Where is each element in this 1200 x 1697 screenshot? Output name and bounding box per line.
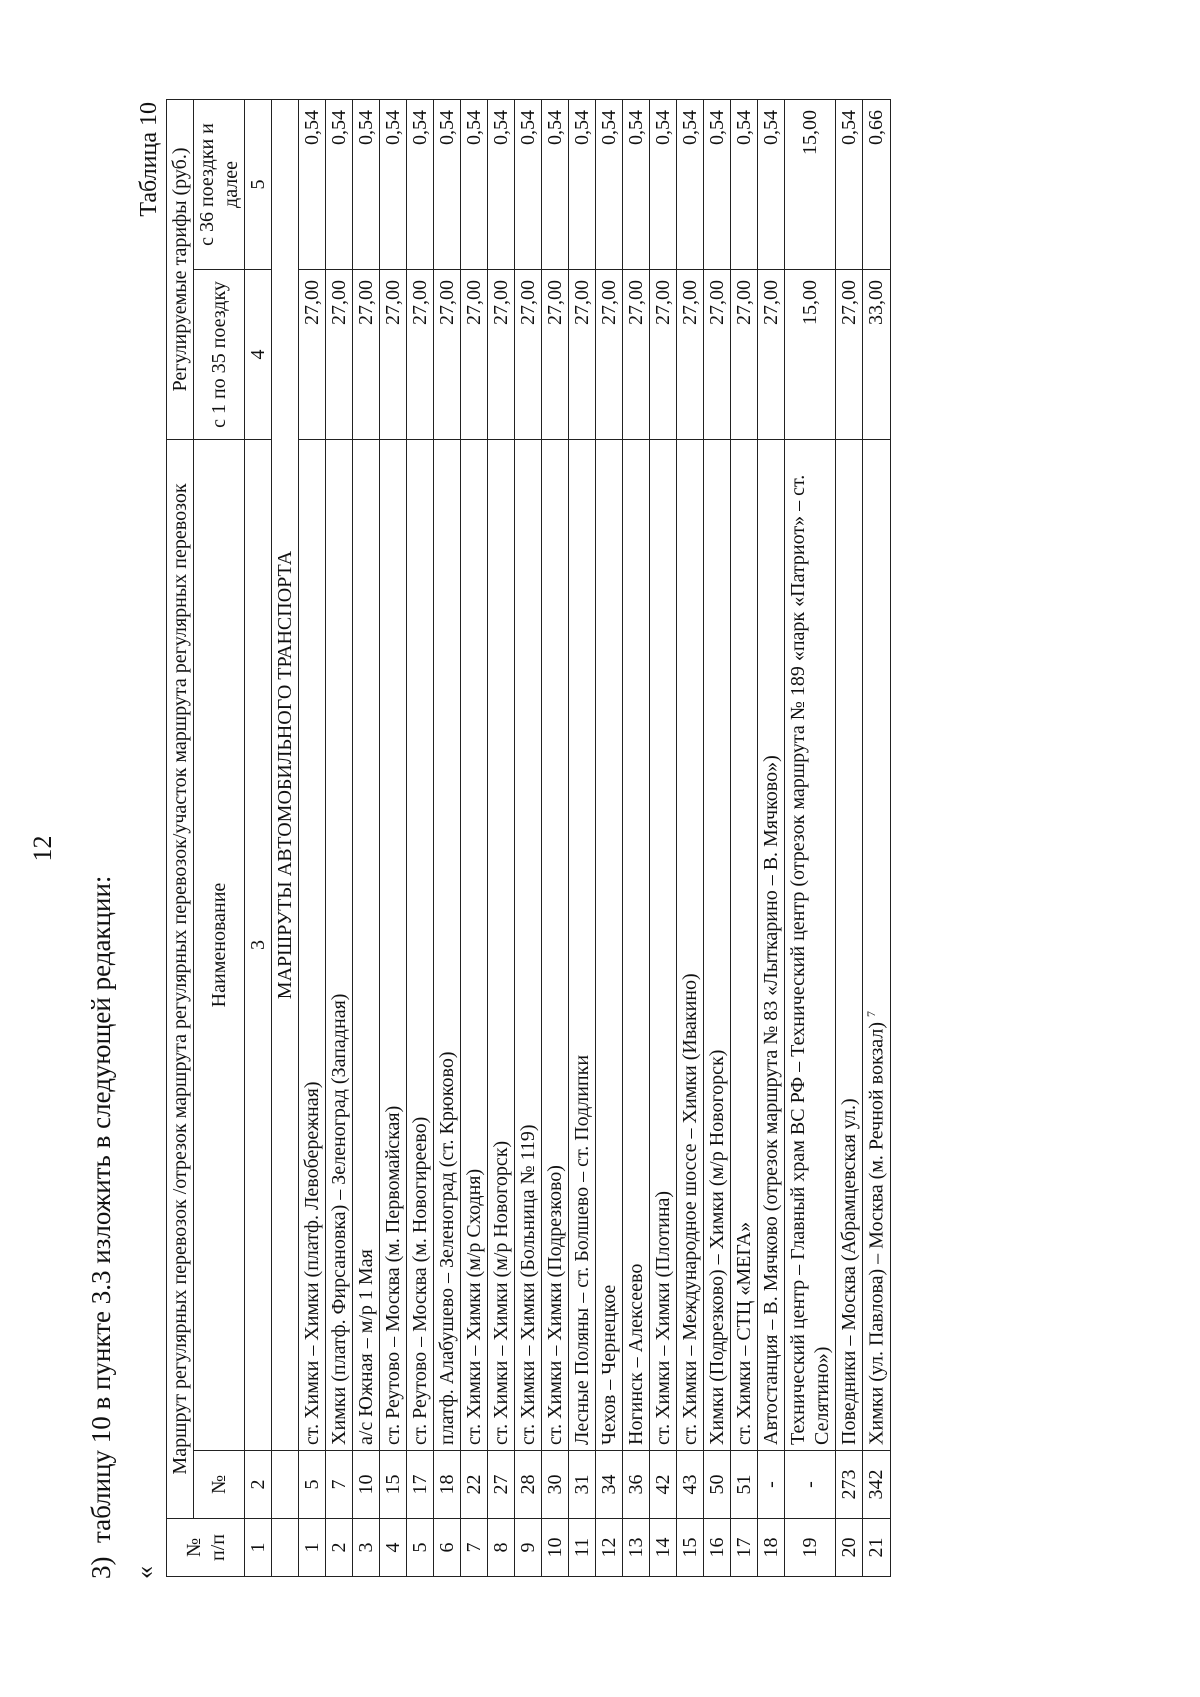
route-name: [461, 440, 488, 1451]
tariff-36: [569, 100, 596, 270]
route-number-text: 43: [679, 1474, 701, 1495]
row-number: [863, 1519, 891, 1577]
tariff-36-text: 0,54: [409, 110, 431, 145]
route-number-text: 5: [301, 1479, 323, 1490]
row-number: [569, 1519, 596, 1577]
route-name: [434, 440, 461, 1451]
tariff-1-35: [785, 270, 836, 440]
tariff-36-text: 0,54: [517, 110, 539, 145]
section-empty-cell: [272, 1451, 299, 1519]
opening-quote: «: [130, 1566, 159, 1579]
tariff-1-35: [596, 270, 623, 440]
tariff-1-35: [326, 270, 353, 440]
tariff-36-text: 0,54: [679, 110, 701, 145]
tariff-1-35: [353, 270, 380, 440]
route-number-text: 51: [733, 1474, 755, 1495]
route-number: [353, 1451, 380, 1519]
route-number-text: 17: [409, 1474, 431, 1495]
column-number: 5: [245, 100, 272, 270]
tariff-1-35-text: 27,00: [625, 280, 647, 325]
tariff-36-text: 0,54: [328, 110, 350, 145]
footnote-marker: 7: [864, 1011, 878, 1017]
route-name: [596, 440, 623, 1451]
tariff-1-35: [515, 270, 542, 440]
tariff-1-35: [650, 270, 677, 440]
tariff-1-35-text: 27,00: [463, 280, 485, 325]
route-number: [863, 1451, 891, 1519]
route-number: [515, 1451, 542, 1519]
route-number: [407, 1451, 434, 1519]
route-name: [326, 440, 353, 1451]
tariff-36: [650, 100, 677, 270]
route-name: [836, 440, 863, 1451]
tariff-1-35: [836, 270, 863, 440]
tariff-36: [596, 100, 623, 270]
tariff-1-35-text: 27,00: [544, 280, 566, 325]
tariff-36: [836, 100, 863, 270]
tariff-36: [380, 100, 407, 270]
route-name-text: Химки (ул. Павлова) – Москва (м. Речной вокзал): [865, 1022, 888, 1445]
row-number-text: 2: [328, 1542, 350, 1553]
tariff-36-text: 0,54: [436, 110, 458, 145]
route-name: [623, 440, 650, 1451]
route-name: [731, 440, 758, 1451]
route-number: [434, 1451, 461, 1519]
section-empty-cell: [272, 1519, 299, 1577]
tariff-1-35-text: 27,00: [490, 280, 512, 325]
route-name: [299, 440, 326, 1451]
route-number-text: 10: [355, 1474, 377, 1495]
row-number: [434, 1519, 461, 1577]
row-number-text: 13: [625, 1537, 647, 1558]
tariff-36-text: 15,00: [799, 110, 821, 155]
route-number: [569, 1451, 596, 1519]
tariff-1-35-text: 27,00: [301, 280, 323, 325]
tariff-36-text: 0,54: [544, 110, 566, 145]
route-number: [650, 1451, 677, 1519]
route-number: [758, 1451, 785, 1519]
row-number: [650, 1519, 677, 1577]
route-name-text: ст. Химки – Химки (м/р Новогорск): [490, 1140, 512, 1445]
route-number: [596, 1451, 623, 1519]
route-number-text: 342: [865, 1469, 888, 1500]
route-number: [731, 1451, 758, 1519]
tariff-1-35-text: 27,00: [571, 280, 593, 325]
route-name-text: ст. Химки – Химки (платф. Левобережная): [301, 1081, 323, 1445]
route-number-text: 18: [436, 1474, 458, 1495]
header-row-number: № п/п: [167, 1519, 245, 1577]
table-row: [758, 100, 785, 1577]
tariff-36: [434, 100, 461, 270]
tariff-36: [461, 100, 488, 270]
table-caption: Таблица 10: [136, 102, 162, 217]
tariff-36-text: 0,54: [463, 110, 485, 145]
table-row: [380, 100, 407, 1577]
header-tariffs-group: Регулируемые тарифы (руб.): [167, 100, 194, 440]
route-name: [863, 440, 891, 1451]
route-number: [542, 1451, 569, 1519]
tariff-1-35: [434, 270, 461, 440]
route-number-text: 27: [490, 1474, 512, 1495]
tariff-36-text: 0,54: [355, 110, 377, 145]
tariff-36: [299, 100, 326, 270]
tariff-1-35-text: 27,00: [355, 280, 377, 325]
route-number-text: -: [760, 1481, 782, 1488]
route-name-text: ст. Химки – Химки (Подрезково): [544, 1165, 566, 1445]
row-number: [326, 1519, 353, 1577]
table-row: [299, 100, 326, 1577]
tariff-36: [677, 100, 704, 270]
tariff-36: [863, 100, 891, 270]
route-name: [569, 440, 596, 1451]
route-number: [623, 1451, 650, 1519]
tariff-1-35: [623, 270, 650, 440]
row-number-text: 16: [706, 1537, 728, 1558]
tariff-1-35: [677, 270, 704, 440]
route-number-text: 273: [838, 1469, 860, 1500]
route-number-text: 28: [517, 1474, 539, 1495]
row-number: [542, 1519, 569, 1577]
tariff-36: [758, 100, 785, 270]
route-number-text: 30: [544, 1474, 566, 1495]
tariff-1-35-text: 15,00: [799, 280, 821, 325]
route-number-text: 22: [463, 1474, 485, 1495]
tariff-36: [515, 100, 542, 270]
row-number-text: 11: [571, 1537, 593, 1558]
row-number: [299, 1519, 326, 1577]
tariff-36: [542, 100, 569, 270]
table-row: [836, 100, 863, 1577]
tariff-1-35: [299, 270, 326, 440]
route-name: [542, 440, 569, 1451]
tariff-table: [166, 99, 891, 1577]
table-row: [515, 100, 542, 1577]
table-row: [461, 100, 488, 1577]
table-row: [542, 100, 569, 1577]
route-name: [353, 440, 380, 1451]
row-number-text: 9: [517, 1542, 539, 1553]
route-name: [785, 440, 836, 1451]
table-row: [353, 100, 380, 1577]
tariff-1-35: [380, 270, 407, 440]
column-number: 1: [245, 1519, 272, 1577]
route-name: [488, 440, 515, 1451]
row-number-text: 5: [409, 1542, 431, 1553]
row-number: [623, 1519, 650, 1577]
row-number-text: 8: [490, 1542, 512, 1553]
tariff-36: [623, 100, 650, 270]
row-number: [677, 1519, 704, 1577]
route-number: [299, 1451, 326, 1519]
row-number-text: 7: [463, 1542, 485, 1553]
table-row: [863, 100, 891, 1577]
route-name-text: Поведники – Москва (Абрамцевская ул.): [838, 1098, 860, 1445]
route-name: [704, 440, 731, 1451]
row-number-text: 10: [544, 1537, 566, 1558]
tariff-1-35: [731, 270, 758, 440]
route-name: [650, 440, 677, 1451]
table-row: [488, 100, 515, 1577]
row-number: [488, 1519, 515, 1577]
row-number-text: 15: [679, 1537, 701, 1558]
tariff-1-35-text: 27,00: [328, 280, 350, 325]
table-row: [677, 100, 704, 1577]
tariff-36: [488, 100, 515, 270]
route-number-text: 36: [625, 1474, 647, 1495]
header-route-group: Маршрут регулярных перевозок /отрезок маршрута регулярных перевозок/участок маршрута регулярных перевозок: [167, 440, 194, 1519]
row-number: [596, 1519, 623, 1577]
header-route-number: №: [194, 1451, 245, 1519]
route-name-text: ст. Химки – Химки (Плотина): [652, 1190, 674, 1445]
tariff-1-35: [569, 270, 596, 440]
table-row: [434, 100, 461, 1577]
header-tariff-1-35: с 1 по 35 поездку: [194, 270, 245, 440]
tariff-1-35-text: 27,00: [838, 280, 860, 325]
tariff-1-35-text: 27,00: [652, 280, 674, 325]
route-number-text: 31: [571, 1474, 593, 1495]
tariff-1-35: [488, 270, 515, 440]
row-number: [758, 1519, 785, 1577]
table-row: [785, 100, 836, 1577]
row-number-text: 20: [838, 1537, 860, 1558]
tariff-1-35-text: 27,00: [706, 280, 728, 325]
route-name-text: ст. Химки – Международное шоссе – Химки (Ивакино): [679, 973, 701, 1445]
tariff-1-35-text: 27,00: [409, 280, 431, 325]
route-name-text: Химки (платф. Фирсановка) – Зеленоград (Западная): [328, 993, 350, 1445]
row-number-text: 17: [733, 1537, 755, 1558]
tariff-36: [731, 100, 758, 270]
route-name-text: ст. Химки – Химки (м/р Сходня): [463, 1168, 485, 1445]
route-number: [836, 1451, 863, 1519]
route-name-text: а/с Южная – м/р 1 Мая: [355, 1249, 377, 1445]
tariff-1-35-text: 27,00: [733, 280, 755, 325]
route-name-text: ст. Химки – Химки (Больница № 119): [517, 1124, 539, 1445]
route-name-text: ст. Реутово – Москва (м. Первомайская): [382, 1105, 404, 1445]
route-name: [758, 440, 785, 1451]
tariff-36: [326, 100, 353, 270]
route-name-text: ст. Реутово – Москва (м. Новогиреево): [409, 1116, 431, 1445]
tariff-1-35: [461, 270, 488, 440]
tariff-36-text: 0,54: [652, 110, 674, 145]
row-number: [515, 1519, 542, 1577]
route-number: [677, 1451, 704, 1519]
row-number-text: 4: [382, 1542, 404, 1553]
row-number-text: 14: [652, 1537, 674, 1558]
row-number: [353, 1519, 380, 1577]
tariff-1-35: [704, 270, 731, 440]
route-number: [461, 1451, 488, 1519]
tariff-36: [704, 100, 731, 270]
page-number: 12: [28, 835, 57, 862]
route-number-text: -: [799, 1481, 821, 1488]
tariff-1-35-text: 33,00: [865, 280, 888, 325]
tariff-1-35-text: 27,00: [598, 280, 620, 325]
tariff-36-text: 0,54: [625, 110, 647, 145]
route-name-text: Ногинск – Алексеево: [625, 1263, 647, 1445]
intro-text: 3) таблицу 10 в пункте 3.3 изложить в следующей редакции:: [86, 875, 116, 1579]
column-number: 3: [245, 440, 272, 1451]
table-row: [596, 100, 623, 1577]
route-name-text: Химки (Подрезково) – Химки (м/р Новогорск): [706, 1049, 728, 1445]
tariff-1-35-text: 27,00: [517, 280, 539, 325]
tariff-36-text: 0,54: [760, 110, 782, 145]
route-name: [677, 440, 704, 1451]
tariff-36-text: 0,54: [571, 110, 593, 145]
route-number: [326, 1451, 353, 1519]
tariff-1-35-text: 27,00: [760, 280, 782, 325]
table-row: [731, 100, 758, 1577]
tariff-1-35: [542, 270, 569, 440]
route-number: [785, 1451, 836, 1519]
row-number-text: 18: [760, 1537, 782, 1558]
row-number: [785, 1519, 836, 1577]
tariff-36: [785, 100, 836, 270]
row-number-text: 21: [865, 1537, 888, 1558]
tariff-1-35: [407, 270, 434, 440]
route-name-text: Технический центр – Главный храм ВС РФ – Технический центр (отрезок маршрута № 189 «парк «Патриот» – ст. Селятино»): [787, 474, 833, 1445]
row-number: [704, 1519, 731, 1577]
row-number-text: 3: [355, 1542, 377, 1553]
route-name-text: Чехов – Чернецкое: [598, 1284, 620, 1445]
tariff-36-text: 0,54: [382, 110, 404, 145]
tariff-36-text: 0,54: [598, 110, 620, 145]
tariff-36-text: 0,54: [301, 110, 323, 145]
table-row: [407, 100, 434, 1577]
tariff-36-text: 0,54: [490, 110, 512, 145]
row-number-text: 6: [436, 1542, 458, 1553]
route-name-text: платф. Алабушево – Зеленоград (ст. Крюково): [436, 1051, 458, 1445]
route-number-text: 7: [328, 1479, 350, 1490]
route-number-text: 50: [706, 1474, 728, 1495]
table-row: [326, 100, 353, 1577]
table-row: [704, 100, 731, 1577]
tariff-36: [353, 100, 380, 270]
tariff-1-35-text: 27,00: [436, 280, 458, 325]
tariff-1-35-text: 27,00: [679, 280, 701, 325]
tariff-1-35: [758, 270, 785, 440]
route-name-text: ст. Химки – СТЦ «МЕГА»: [733, 1221, 755, 1445]
tariff-1-35: [863, 270, 891, 440]
row-number: [407, 1519, 434, 1577]
row-number: [836, 1519, 863, 1577]
route-name: [515, 440, 542, 1451]
table-body: [299, 100, 891, 1577]
row-number: [380, 1519, 407, 1577]
header-route-name: Наименование: [194, 440, 245, 1451]
row-number-text: 12: [598, 1537, 620, 1558]
route-name-text: Автостанция – В. Мячково (отрезок маршрута № 83 «Лыткарино – В. Мячково»): [760, 755, 782, 1445]
tariff-36-text: 0,54: [733, 110, 755, 145]
tariff-1-35-text: 27,00: [382, 280, 404, 325]
section-title: МАРШРУТЫ АВТОМОБИЛЬНОГО ТРАНСПОРТА: [272, 100, 299, 1451]
route-number: [704, 1451, 731, 1519]
tariff-36-text: 0,54: [838, 110, 860, 145]
column-number: 2: [245, 1451, 272, 1519]
row-number-text: 19: [799, 1537, 821, 1558]
header-tariff-36: с 36 поездки и далее: [194, 100, 245, 270]
column-number: 4: [245, 270, 272, 440]
route-number-text: 42: [652, 1474, 674, 1495]
route-name-text: Лесные Поляны – ст. Болшево – ст. Подлипки: [571, 1054, 593, 1445]
route-number: [488, 1451, 515, 1519]
tariff-36: [407, 100, 434, 270]
row-number: [461, 1519, 488, 1577]
route-number: [380, 1451, 407, 1519]
table-row: [650, 100, 677, 1577]
table-row: [623, 100, 650, 1577]
route-name: [380, 440, 407, 1451]
route-name: [407, 440, 434, 1451]
route-number-text: 15: [382, 1474, 404, 1495]
row-number-text: 1: [301, 1542, 323, 1553]
tariff-36-text: 0,66: [865, 110, 888, 145]
row-number: [731, 1519, 758, 1577]
tariff-36-text: 0,54: [706, 110, 728, 145]
table-row: [569, 100, 596, 1577]
route-number-text: 34: [598, 1474, 620, 1495]
